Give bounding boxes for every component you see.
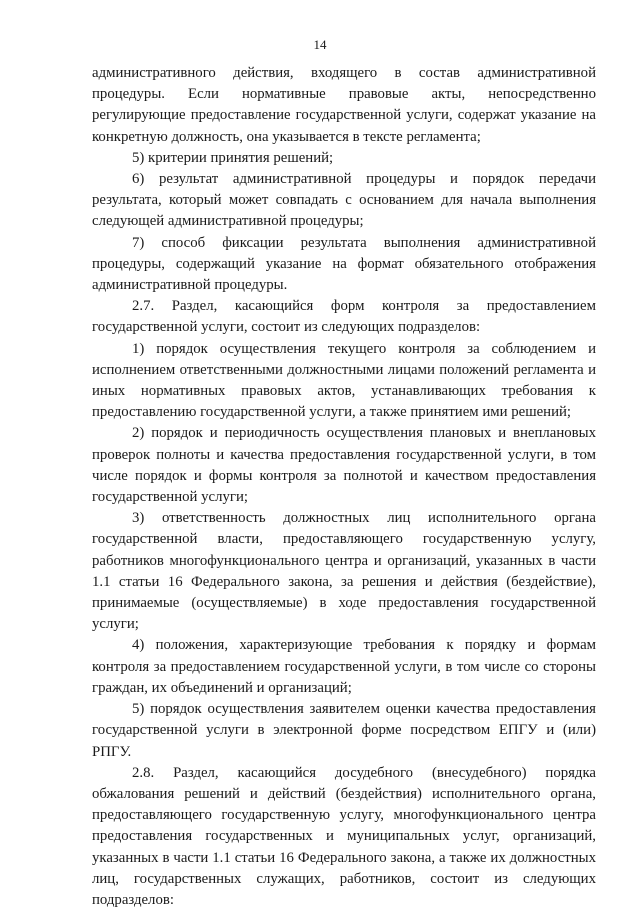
paragraph: 5) критерии принятия решений; <box>132 149 334 166</box>
document-body <box>92 63 596 911</box>
section-paragraph: 2.8. Раздел, касающийся досудебного (внесудебного) порядка обжалования решений и действий (бездействия) исполнительного органа, предоставляющего государственную услугу, многофункционального центра предоставления государственных и муниципальных услуг, организаций, указанных в части 1.1 статьи 16 Федерального закона, а также их должностных лиц, государственных служащих, работников, состоит из следующих подразделов: <box>92 764 596 908</box>
paragraph: административного действия, входящего в состав административной процедуры. Если нормативные правовые акты, непосредственно регулирующие предоставление государственной услуги, содержат указание на конкретную должность, она указывается в тексте регламента; <box>92 65 596 145</box>
paragraph: 4) положения, характеризующие требования к порядку и формам контроля за предоставлением государственной услуги, в том числе со стороны граждан, их объединений и организаций; <box>92 637 596 696</box>
section-paragraph: 2.7. Раздел, касающийся форм контроля за предоставлением государственной услуги, состоит из следующих подразделов: <box>92 298 596 336</box>
paragraph: 3) ответственность должностных лиц исполнительного органа государственной власти, предоставляющего государственную услугу, работников многофункционального центра и организаций, указанных в части 1.1 статьи 16 Федерального закона, за решения и действия (бездействие), принимаемые (осуществляемые) в ходе предоставления государственной услуги; <box>92 510 596 633</box>
paragraph: 1) порядок осуществления текущего контроля за соблюдением и исполнением ответственными должностными лицами положений регламента и иных нормативных правовых актов, устанавливающих требования к предоставлению государственной услуги, а также принятием ими решений; <box>92 340 596 421</box>
page-number: 14 <box>313 37 327 52</box>
paragraph: 7) способ фиксации результата выполнения административной процедуры, содержащий указание на формат обязательного отображения административной процедуры. <box>92 234 596 294</box>
paragraph: 6) результат административной процедуры и порядок передачи результата, который может совпадать с основанием для начала выполнения следующей административной процедуры; <box>92 171 596 230</box>
paragraph: 2) порядок и периодичность осуществления плановых и внеплановых проверок полноты и качества предоставления государственной услуги, в том числе порядок и формы контроля за полнотой и качеством предоставления государственной услуги; <box>92 425 596 506</box>
paragraph: 5) порядок осуществления заявителем оценки качества предоставления государственной услуги в электронной форме посредством ЕПГУ и (или) РПГУ. <box>92 701 596 760</box>
